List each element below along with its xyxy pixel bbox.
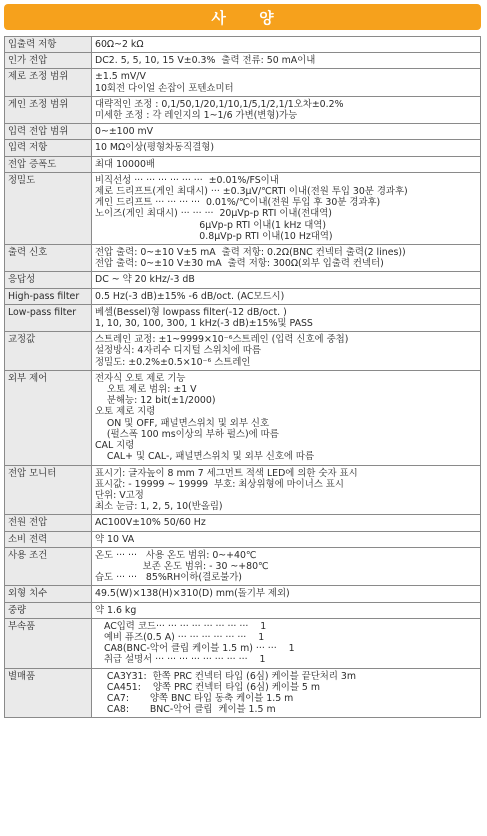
spec-value-line: 비직선성 ··· ··· ··· ··· ··· ··· ±0.01%/FS이내 (95, 174, 279, 186)
spec-value-line: 습도 ··· ··· 85%RH이하(결로불가) (95, 572, 242, 584)
spec-value-line: 표시기: 글자높이 8 mm 7 세그먼트 적색 LED에 의한 숫자 표시 (95, 467, 358, 479)
spec-row (5, 602, 481, 618)
spec-value (92, 245, 481, 272)
spec-value (92, 172, 481, 244)
spec-row (5, 69, 481, 96)
spec-value-line: 10 MΩ이상(평형차동직결형) (95, 142, 214, 154)
spec-label: 별매품 (5, 668, 92, 718)
spec-row (5, 515, 481, 531)
spec-row (5, 668, 481, 718)
spec-value-line: 최소 눈금: 1, 2, 5, 10(반올림) (95, 501, 223, 513)
spec-value (92, 531, 481, 547)
spec-value-line: 온도 ··· ··· 사용 온도 범위: 0~+40℃ (95, 549, 257, 561)
spec-value (92, 547, 481, 586)
spec-row (5, 156, 481, 172)
spec-value-line: 약 1.6 kg (95, 604, 137, 616)
spec-label: 제로 조정 범위 (5, 69, 92, 96)
spec-row (5, 531, 481, 547)
spec-row (5, 272, 481, 288)
spec-value-line: 최대 10000배 (95, 158, 155, 170)
spec-row (5, 332, 481, 371)
spec-row (5, 465, 481, 515)
spec-label: 부속품 (5, 618, 92, 668)
spec-value-line: 0~±100 mV (95, 126, 154, 138)
spec-label: 인가 전압 (5, 53, 92, 69)
spec-value-line: 전자식 오토 제로 기능 (95, 372, 186, 384)
spec-row (5, 370, 481, 465)
spec-value-line: 보존 온도 범위: - 30 ~+80℃ (95, 560, 269, 572)
spec-value-line: AC100V±10% 50/60 Hz (95, 517, 206, 529)
spec-value-line: 노이즈(게인 최대시) ··· ··· ··· 20μVp-p RTI 이내(전대역) (95, 208, 332, 220)
spec-value-line: 오토 제로 지령 (95, 406, 156, 418)
spec-label: High-pass filter (5, 288, 92, 304)
spec-value (92, 602, 481, 618)
spec-value-line: 분해능: 12 bit(±1/2000) (95, 395, 216, 407)
spec-row (5, 288, 481, 304)
spec-value-line: 49.5(W)×138(H)×310(D) mm(돌기부 제외) (95, 588, 290, 600)
spec-value (92, 618, 481, 668)
spec-label: 전압 모니터 (5, 465, 92, 515)
spec-value (92, 304, 481, 331)
spec-label: 사용 조건 (5, 547, 92, 586)
spec-value (92, 465, 481, 515)
spec-value-line: 약 10 VA (95, 533, 135, 545)
spec-label: 교정값 (5, 332, 92, 371)
spec-value-line: 베셀(Bessel)형 lowpass filter(-12 dB/oct. ) (95, 306, 287, 318)
spec-value (92, 156, 481, 172)
spec-value-line: 0.8μVp-p RTI 이내(10 Hz대역) (95, 230, 333, 242)
spec-value-line: 전압 출력: 0~±10 V±30 mA 출력 저항: 300Ω(외부 입출력 컨넥터) (95, 258, 384, 270)
spec-row (5, 124, 481, 140)
spec-value (92, 515, 481, 531)
spec-value-line: 10회전 다이얼 손잡이 포텐쇼미터 (95, 82, 234, 94)
spec-value (92, 140, 481, 156)
spec-table (4, 36, 481, 718)
spec-value (92, 332, 481, 371)
spec-value-line: 0.5 Hz(-3 dB)±15% -6 dB/oct. (AC모드시) (95, 290, 285, 302)
spec-label: 중량 (5, 602, 92, 618)
spec-label: 입력 전압 범위 (5, 124, 92, 140)
spec-value-line: 단위: V고정 (95, 489, 144, 501)
spec-row (5, 172, 481, 244)
spec-value-line: CA3Y31: 한쪽 PRC 컨넥터 타입 (6심) 케이블 끝단처리 3m (95, 670, 356, 682)
spec-value-line: 정밀도: ±0.2%±0.5×10⁻⁶ 스트레인 (95, 356, 251, 368)
spec-label: 입출력 저항 (5, 37, 92, 53)
spec-value-line: AC입력 코드··· ··· ··· ··· ··· ··· ··· ··· 1 (95, 620, 267, 632)
spec-label: 응답성 (5, 272, 92, 288)
spec-title-bar (4, 4, 481, 30)
spec-row (5, 140, 481, 156)
spec-value-line: 설정방식: 4자리수 디지털 스위치에 따름 (95, 345, 261, 357)
spec-value (92, 288, 481, 304)
spec-label: 정밀도 (5, 172, 92, 244)
spec-label: Low-pass filter (5, 304, 92, 331)
spec-value (92, 96, 481, 123)
spec-row (5, 618, 481, 668)
spec-value-line: 스트레인 교정: ±1~9999×10⁻⁶스트레인 (입력 신호에 중첩) (95, 334, 349, 346)
spec-value-line: 전압 출력: 0~±10 V±5 mA 출력 저항: 0.2Ω(BNC 컨넥터 출력(2 lines)) (95, 247, 406, 259)
spec-value-line: CA7: 양쪽 BNC 타입 동축 케이블 1.5 m (95, 692, 294, 704)
spec-value-line: 취급 설명서 ··· ··· ··· ··· ··· ··· ··· ··· 1 (95, 654, 266, 666)
spec-value (92, 69, 481, 96)
spec-value-line: DC2. 5, 5, 10, 15 V±0.3% 출력 전류: 50 mA이내 (95, 55, 316, 67)
spec-value-line: 미세한 조정 : 각 레인지의 1~1/6 가변(변형)가능 (95, 110, 298, 122)
spec-value (92, 272, 481, 288)
spec-value-line: CA8(BNC-악어 클립 케이블 1.5 m) ··· ··· 1 (95, 643, 295, 655)
spec-label: 전원 전압 (5, 515, 92, 531)
spec-label: 게인 조정 범위 (5, 96, 92, 123)
spec-label: 전압 증폭도 (5, 156, 92, 172)
spec-value-line: CA8: BNC-악어 클립 케이블 1.5 m (95, 704, 276, 716)
spec-value (92, 37, 481, 53)
spec-value-line: CA451: 양쪽 PRC 컨넥터 타입 (6심) 케이블 5 m (95, 681, 320, 693)
spec-row (5, 304, 481, 331)
spec-value-line: ±1.5 mV/V (95, 71, 146, 83)
spec-value-line: CAL+ 및 CAL-, 패널면스위치 및 외부 신호에 따름 (95, 451, 315, 463)
spec-label: 출력 신호 (5, 245, 92, 272)
spec-label: 입력 저항 (5, 140, 92, 156)
spec-label: 외부 제어 (5, 370, 92, 465)
spec-row (5, 245, 481, 272)
spec-value-line: 1, 10, 30, 100, 300, 1 kHz(-3 dB)±15%및 PASS (95, 318, 313, 330)
spec-value-line: ON 및 OFF, 패널면스위치 및 외부 신호 (95, 417, 270, 429)
spec-value-line: 게인 드리프트 ··· ··· ··· ··· 0.01%/℃이내(전원 투입 후 30분 경과후) (95, 197, 381, 209)
spec-row (5, 96, 481, 123)
spec-value (92, 586, 481, 602)
spec-value-line: 표시값: - 19999 ~ 19999 부호: 최상위형에 마이너스 표시 (95, 478, 344, 490)
spec-value (92, 53, 481, 69)
spec-value-line: CAL 지령 (95, 440, 135, 452)
spec-title: 사 양 (211, 8, 288, 27)
spec-value-line: 60Ω~2 kΩ (95, 39, 144, 50)
spec-row (5, 586, 481, 602)
spec-label: 외형 치수 (5, 586, 92, 602)
spec-value (92, 668, 481, 718)
spec-row (5, 547, 481, 586)
spec-value-line: DC ~ 약 20 kHz/-3 dB (95, 274, 195, 286)
spec-row (5, 53, 481, 69)
spec-value (92, 124, 481, 140)
spec-value-line: 대략적인 조정 : 0,1/50,1/20,1/10,1/5,1/2,1/1오차±0.2% (95, 98, 344, 110)
spec-value (92, 370, 481, 465)
spec-value-line: 6μVp-p RTI 이내(1 kHz 대역) (95, 219, 327, 231)
spec-value-line: 제로 드리프트(게인 최대시) ··· ±0.3μV/℃RTI 이내(전원 투입 30분 경과후) (95, 186, 408, 198)
spec-label: 소비 전력 (5, 531, 92, 547)
spec-value-line: 오토 제로 범위: ±1 V (95, 384, 197, 396)
spec-value-line: (펄스폭 100 ms이상의 부하 펄스)에 따름 (95, 428, 279, 440)
spec-value-line: 예비 퓨즈(0.5 A) ··· ··· ··· ··· ··· ··· 1 (95, 631, 265, 643)
spec-row (5, 37, 481, 53)
